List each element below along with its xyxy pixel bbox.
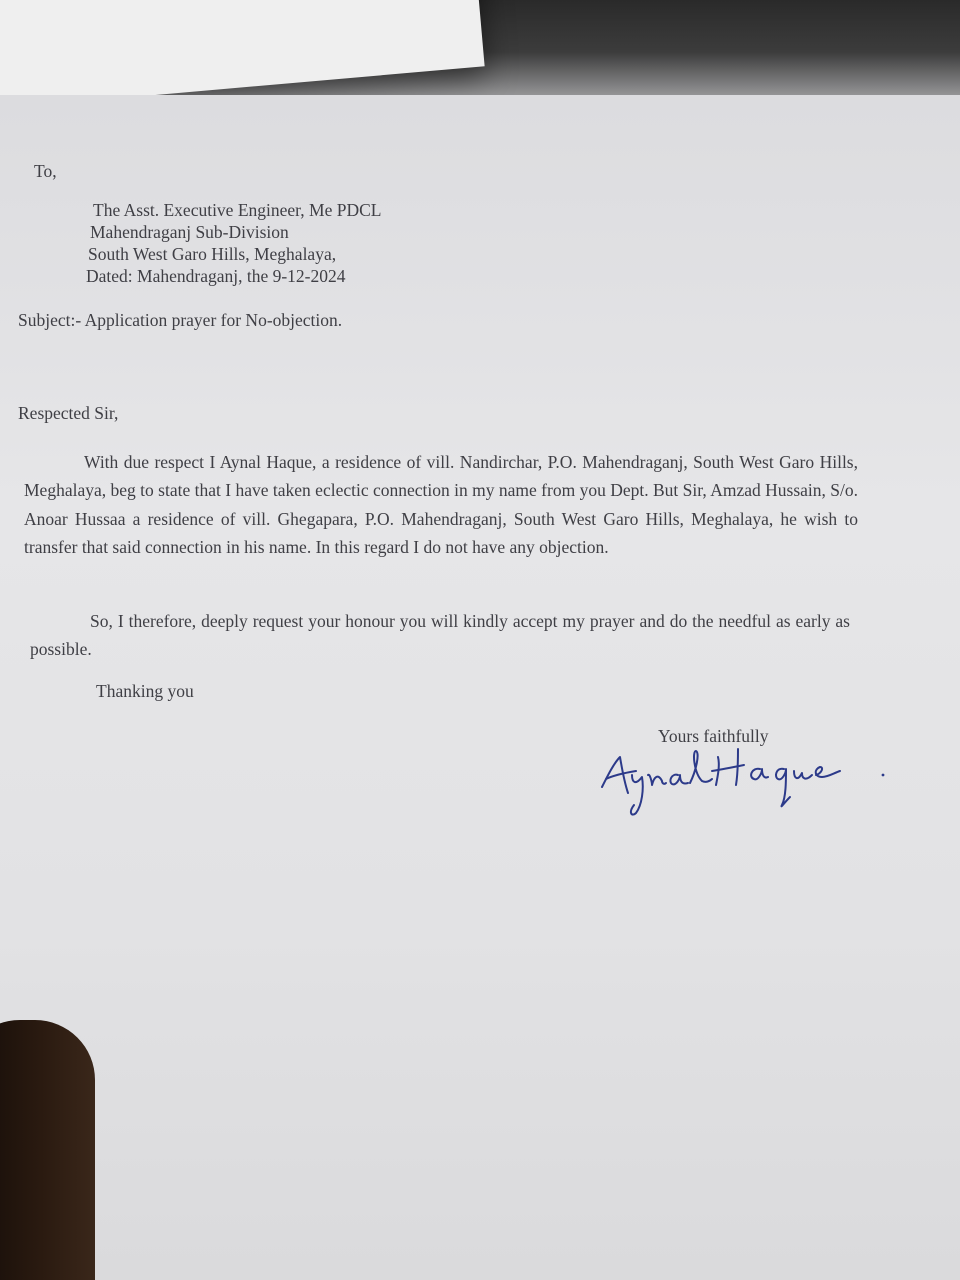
subject-line: Subject:- Application prayer for No-objection.	[18, 310, 343, 330]
recipient-line-1: The Asst. Executive Engineer, Me PDCL	[93, 200, 382, 220]
to-label: To,	[34, 161, 57, 181]
greeting: Respected Sir,	[18, 403, 119, 423]
closing-text: Thanking you	[96, 681, 194, 701]
photographer-finger	[0, 1020, 95, 1280]
recipient-line-3: South West Garo Hills, Meghalaya,	[88, 244, 337, 264]
recipient-line-2: Mahendraganj Sub-Division	[90, 222, 289, 242]
handwritten-signature	[598, 735, 898, 825]
recipient-line-4: Dated: Mahendraganj, the 9-12-2024	[86, 266, 346, 286]
sign-off: Yours faithfully	[658, 726, 769, 746]
body-paragraph-2: So, I therefore, deeply request your honour you will kindly accept my prayer and do the needful as early as possible.	[30, 611, 850, 660]
body-paragraph-1: With due respect I Aynal Haque, a residence of vill. Nandirchar, P.O. Mahendraganj, South West Garo Hills, Meghalaya, beg to state that I have taken eclectic connection in my name from you Dept. But Sir, Amzad Hussain, S/o. Anoar Hussaa a residence of vill. Ghegapara, P.O. Mahendraganj, South West Garo Hills, Meghalaya, he wish to transfer that said connection in his name. In this regard I do not have any objection.	[24, 452, 858, 557]
